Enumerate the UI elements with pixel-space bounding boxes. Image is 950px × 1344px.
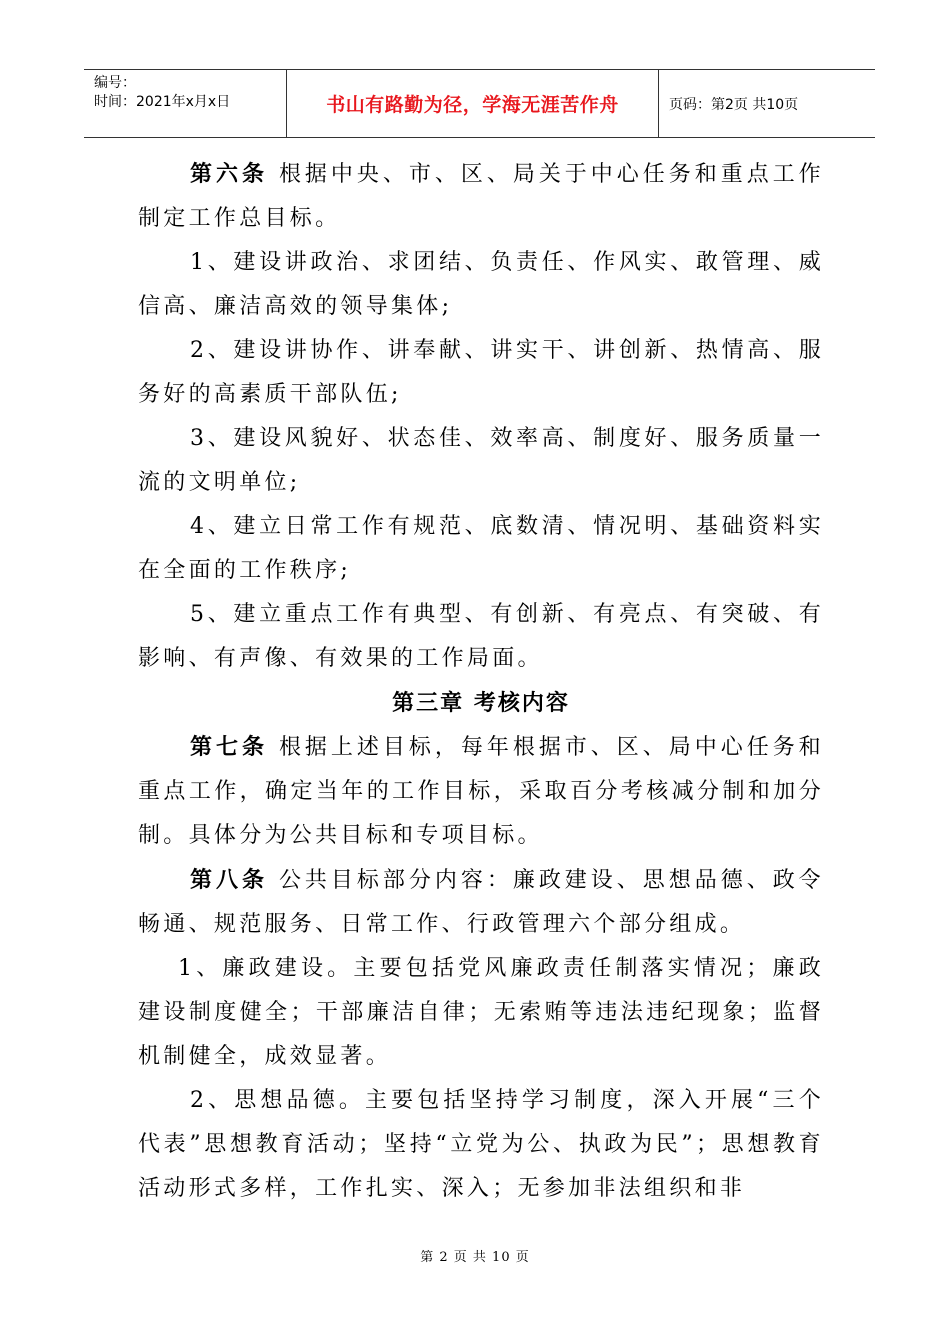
article-8-title: 第八条 xyxy=(190,867,268,893)
article-6-title: 第六条 xyxy=(190,161,268,187)
chapter-heading: 第三章 考核内容 xyxy=(392,690,570,716)
goal-item-2: 2、建设讲协作、讲奉献、讲实干、讲创新、热情高、服务好的高素质干部队伍; xyxy=(138,338,824,407)
article-6-text: 根据中央、市、区、局关于中心任务和重点工作制定工作总目标。 xyxy=(138,162,824,231)
header-page-info: 页码：第2页 共10页 xyxy=(669,96,799,113)
goal-item-1: 1、建设讲政治、求团结、负责任、作风实、敢管理、威信高、廉洁高效的领导集体; xyxy=(138,250,824,319)
article-6 xyxy=(138,152,824,241)
goal-item-4: 4、建立日常工作有规范、底数清、情况明、基础资料实在全面的工作秩序; xyxy=(138,514,824,583)
goal-item-3: 3、建设风貌好、状态佳、效率高、制度好、服务质量一流的文明单位; xyxy=(138,426,824,495)
document-number: 编号： xyxy=(94,75,136,91)
article-8-text: 公共目标部分内容：廉政建设、思想品德、政令畅通、规范服务、日常工作、行政管理六个部分组成。 xyxy=(138,868,824,937)
header-motto: 书山有路勤为径，学海无涯苦作舟 xyxy=(286,70,659,137)
public-goal-item-2: 2、思想品德。主要包括坚持学习制度，深入开展“三个代表”思想教育活动；坚持“立党为公、执政为民”；思想教育活动形式多样，工作扎实、深入；无参加非法组织和非 xyxy=(138,1088,824,1201)
public-goal-item-1: 1、廉政建设。主要包括党风廉政责任制落实情况；廉政建设制度健全；干部廉洁自律；无索贿等违法违纪现象；监督机制健全，成效显著。 xyxy=(138,956,824,1069)
goal-item-5: 5、建立重点工作有典型、有创新、有亮点、有突破、有影响、有声像、有效果的工作局面。 xyxy=(138,602,824,671)
article-7-text: 根据上述目标，每年根据市、区、局中心任务和重点工作，确定当年的工作目标，采取百分考核减分制和加分制。具体分为公共目标和专项目标。 xyxy=(138,735,824,848)
document-body xyxy=(138,152,824,1211)
header-meta xyxy=(84,70,286,137)
page-footer: 第 2 页 共 10 页 xyxy=(420,1250,530,1265)
article-7-title: 第七条 xyxy=(190,734,268,760)
document-date: 时间：2021年x月x日 xyxy=(94,94,231,110)
article-7 xyxy=(138,725,824,858)
article-8 xyxy=(138,858,824,947)
header-table xyxy=(84,69,875,138)
